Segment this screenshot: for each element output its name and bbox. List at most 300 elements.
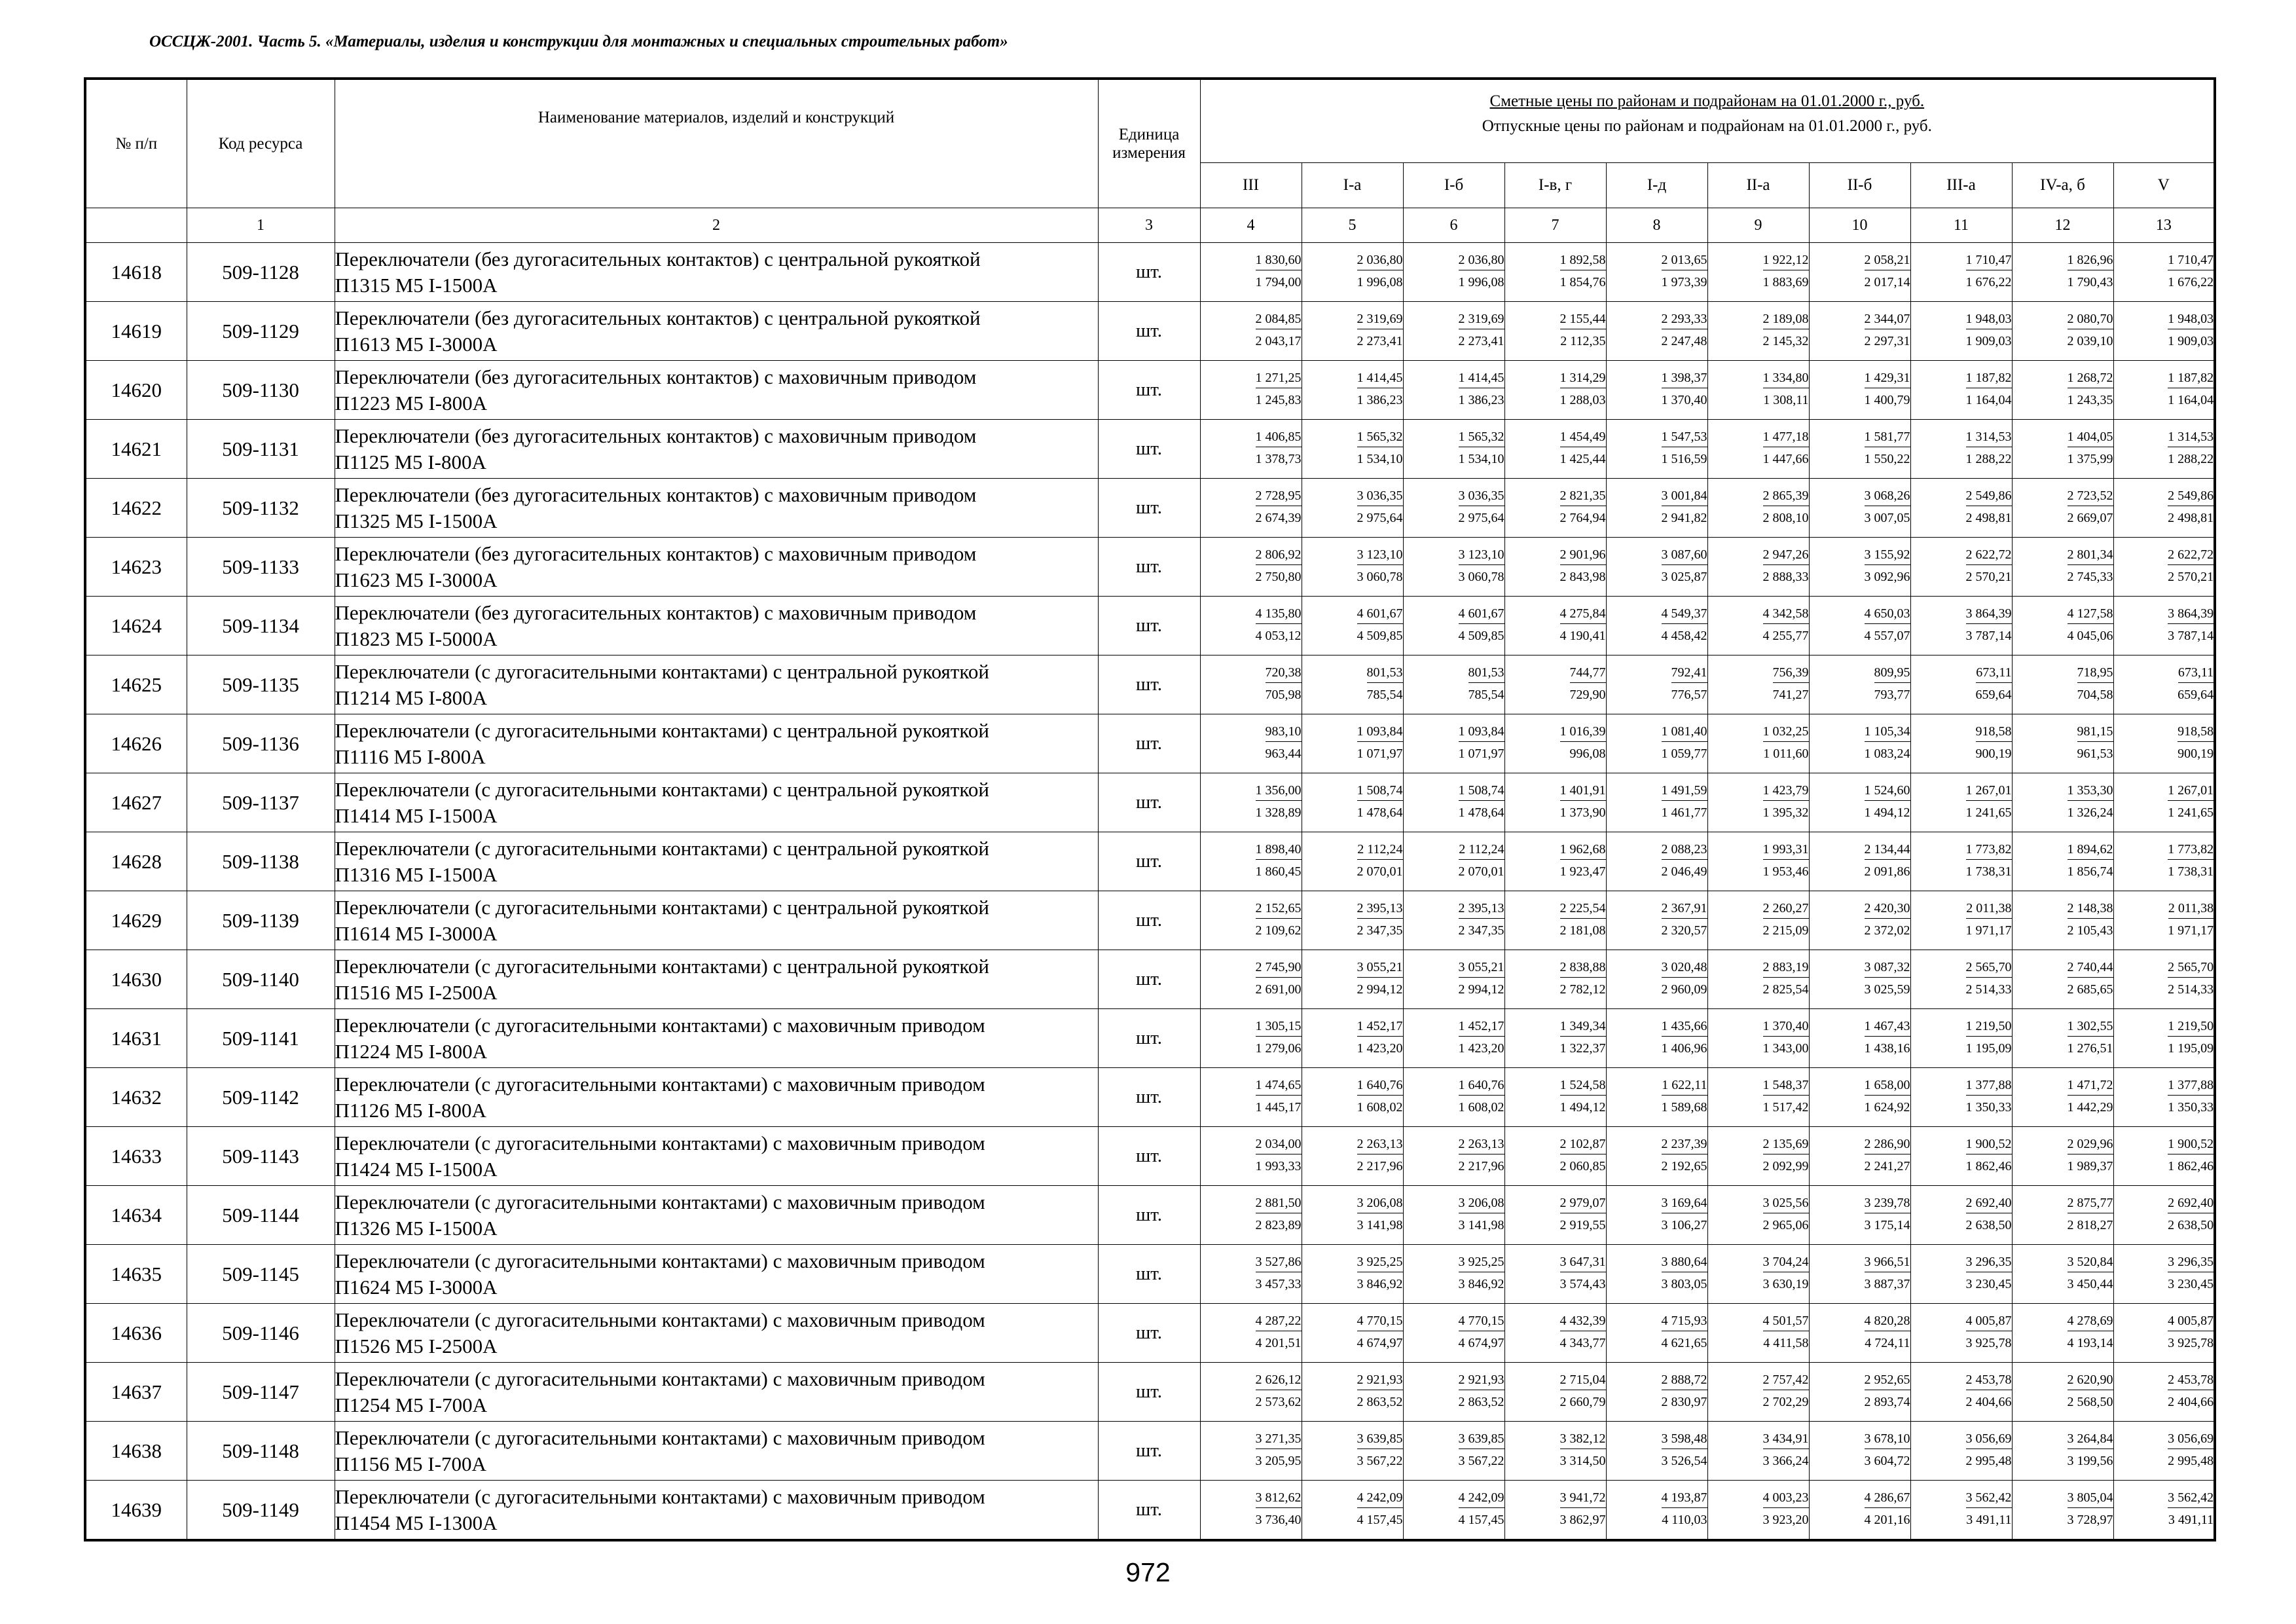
release-price: 2 941,82 — [1661, 511, 1707, 525]
price-cell — [1606, 1127, 1707, 1186]
column-number: 2 — [335, 208, 1098, 243]
material-name-line1: Переключатели (с дугогасительными контактами) с центральной рукояткой — [335, 836, 989, 860]
estimate-price: 1 773,82 — [2168, 840, 2214, 860]
price-cell — [1200, 1481, 1302, 1541]
price-cell — [1403, 597, 1504, 655]
release-price: 1 862,46 — [2168, 1159, 2214, 1173]
release-price: 1 862,46 — [1965, 1159, 2012, 1173]
row-number: 14628 — [85, 832, 187, 891]
estimate-price: 3 925,25 — [1357, 1252, 1403, 1272]
price-cell — [1707, 597, 1809, 655]
estimate-price: 3 562,42 — [2168, 1488, 2214, 1508]
release-price: 2 573,62 — [1255, 1395, 1302, 1409]
estimate-price: 2 979,07 — [1560, 1193, 1606, 1213]
material-name-line2: П1516 М5 I-2500А — [335, 980, 498, 1004]
price-cell — [1302, 891, 1403, 950]
price-cell — [1809, 1245, 1910, 1304]
estimate-price: 1 454,49 — [1560, 427, 1606, 447]
release-price: 1 447,66 — [1762, 452, 1809, 466]
release-price: 3 230,45 — [2168, 1277, 2214, 1291]
unit-of-measure: шт. — [1098, 1186, 1200, 1245]
estimate-price: 2 901,96 — [1560, 545, 1606, 565]
estimate-price: 1 268,72 — [2068, 368, 2113, 388]
estimate-price: 1 548,37 — [1763, 1075, 1809, 1096]
price-cell — [1707, 538, 1809, 597]
row-number: 14632 — [85, 1068, 187, 1127]
release-price: 2 750,80 — [1255, 570, 1302, 584]
release-price: 1 738,31 — [2168, 864, 2214, 879]
price-cell — [1504, 538, 1606, 597]
material-name-line2: П1116 М5 I-800А — [335, 745, 486, 768]
price-cell — [1707, 420, 1809, 479]
estimate-price: 3 056,69 — [1966, 1429, 2012, 1449]
release-price: 2 320,57 — [1661, 923, 1707, 938]
price-cell — [1302, 243, 1403, 302]
material-name-line2: П1823 М5 I-5000А — [335, 627, 498, 650]
release-price: 900,19 — [1975, 747, 2012, 761]
release-price: 1 989,37 — [2067, 1159, 2113, 1173]
price-cell — [2113, 243, 2215, 302]
price-cell — [1910, 773, 2012, 832]
estimate-price: 2 620,90 — [2068, 1370, 2113, 1390]
unit-of-measure: шт. — [1098, 655, 1200, 714]
price-cell — [1809, 1304, 1910, 1363]
resource-code: 509-1135 — [187, 655, 335, 714]
price-cell — [1910, 1009, 2012, 1068]
price-cell — [1302, 361, 1403, 420]
estimate-price: 1 471,72 — [2068, 1075, 2113, 1096]
unit-of-measure: шт. — [1098, 420, 1200, 479]
price-cell — [1403, 1068, 1504, 1127]
estimate-price: 2 084,85 — [1256, 309, 1302, 329]
estimate-price: 1 710,47 — [1966, 250, 2012, 270]
estimate-price: 4 135,80 — [1256, 604, 1302, 624]
price-cell — [1200, 891, 1302, 950]
release-price: 2 181,08 — [1559, 923, 1606, 938]
price-cell — [2012, 1304, 2113, 1363]
estimate-price: 1 773,82 — [1966, 840, 2012, 860]
price-cell — [1504, 950, 1606, 1009]
estimate-price: 1 377,88 — [2168, 1075, 2214, 1096]
price-cell — [1707, 1009, 1809, 1068]
release-price: 1 395,32 — [1762, 805, 1809, 820]
price-cell — [2012, 302, 2113, 361]
price-cell — [1809, 655, 1910, 714]
release-price: 3 736,40 — [1255, 1513, 1302, 1527]
estimate-price: 1 271,25 — [1256, 368, 1302, 388]
release-price: 1 445,17 — [1255, 1100, 1302, 1115]
price-cell — [1606, 832, 1707, 891]
estimate-price: 1 081,40 — [1662, 722, 1707, 742]
estimate-price: 1 314,53 — [1966, 427, 2012, 447]
price-cell — [2012, 773, 2113, 832]
price-table — [84, 77, 2216, 1541]
row-number: 14621 — [85, 420, 187, 479]
region-header: IV-а, б — [2012, 163, 2113, 208]
release-price: 1 322,37 — [1559, 1041, 1606, 1056]
estimate-price: 1 414,45 — [1357, 368, 1403, 388]
estimate-price: 2 549,86 — [2168, 486, 2214, 506]
estimate-price: 3 880,64 — [1662, 1252, 1707, 1272]
release-price: 1 378,73 — [1255, 452, 1302, 466]
price-cell — [1606, 1068, 1707, 1127]
material-name-line1: Переключатели (с дугогасительными контактами) с маховичным приводом — [335, 1367, 985, 1390]
page-number: 972 — [1125, 1557, 1171, 1587]
release-price: 2 669,07 — [2067, 511, 2113, 525]
estimate-price: 1 398,37 — [1662, 368, 1707, 388]
estimate-price: 2 875,77 — [2068, 1193, 2113, 1213]
column-number: 5 — [1302, 208, 1403, 243]
estimate-price: 4 770,15 — [1459, 1311, 1504, 1331]
row-number: 14638 — [85, 1422, 187, 1481]
material-name-line1: Переключатели (с дугогасительными контактами) с маховичным приводом — [335, 1072, 985, 1096]
release-price: 659,64 — [1975, 688, 2012, 702]
release-price: 4 621,65 — [1661, 1336, 1707, 1350]
price-cell — [1606, 1422, 1707, 1481]
release-price: 729,90 — [1569, 688, 1606, 702]
price-cell — [1910, 1068, 2012, 1127]
price-cell — [1809, 420, 1910, 479]
release-price: 3 457,33 — [1255, 1277, 1302, 1291]
material-name — [335, 950, 1098, 1009]
estimate-price: 2 102,87 — [1560, 1134, 1606, 1154]
estimate-price: 1 826,96 — [2068, 250, 2113, 270]
price-cell — [1707, 655, 1809, 714]
price-cell — [1606, 479, 1707, 538]
estimate-price: 2 395,13 — [1459, 898, 1504, 919]
price-cell — [2012, 597, 2113, 655]
release-price: 2 092,99 — [1762, 1159, 1809, 1173]
estimate-price: 2 453,78 — [1966, 1370, 2012, 1390]
estimate-price: 1 640,76 — [1357, 1075, 1403, 1096]
price-cell — [1302, 1245, 1403, 1304]
region-header: I-д — [1606, 163, 1707, 208]
column-number: 7 — [1504, 208, 1606, 243]
table-row — [85, 773, 2215, 832]
estimate-price: 4 549,37 — [1662, 604, 1707, 624]
region-header: II-б — [1809, 163, 1910, 208]
estimate-price: 1 993,31 — [1763, 840, 1809, 860]
material-name — [335, 302, 1098, 361]
estimate-price: 3 966,51 — [1865, 1252, 1910, 1272]
estimate-price: 3 123,10 — [1459, 545, 1504, 565]
price-cell — [1504, 243, 1606, 302]
price-cell — [1606, 714, 1707, 773]
price-cell — [1403, 1422, 1504, 1481]
price-cell — [1504, 1009, 1606, 1068]
release-price: 1 326,24 — [2067, 805, 2113, 820]
price-cell — [1504, 361, 1606, 420]
table-row — [85, 1304, 2215, 1363]
price-cell — [1403, 773, 1504, 832]
estimate-price: 3 805,04 — [2068, 1488, 2113, 1508]
release-price: 2 570,21 — [1965, 570, 2012, 584]
region-header: III-а — [1910, 163, 2012, 208]
release-price: 2 685,65 — [2067, 982, 2113, 997]
estimate-price: 4 432,39 — [1560, 1311, 1606, 1331]
material-name-line1: Переключатели (с дугогасительными контактами) с центральной рукояткой — [335, 777, 989, 801]
release-price: 2 808,10 — [1762, 511, 1809, 525]
price-cell — [1809, 361, 1910, 420]
price-cell — [1504, 1245, 1606, 1304]
price-cell — [1707, 832, 1809, 891]
release-price: 4 557,07 — [1864, 629, 1910, 643]
release-price: 3 450,44 — [2067, 1277, 2113, 1291]
price-cell — [2113, 891, 2215, 950]
release-price: 704,58 — [2077, 688, 2113, 702]
price-cell — [1809, 773, 1910, 832]
price-cell — [1910, 1422, 2012, 1481]
material-name-line1: Переключатели (без дугогасительных контактов) с маховичным приводом — [335, 542, 977, 565]
estimate-price: 2 011,38 — [2168, 898, 2214, 919]
release-price: 2 247,48 — [1661, 334, 1707, 348]
release-price: 2 919,55 — [1559, 1218, 1606, 1232]
release-price: 1 011,60 — [1763, 747, 1809, 761]
estimate-price: 2 112,24 — [1459, 840, 1504, 860]
release-price: 3 803,05 — [1661, 1277, 1707, 1291]
unit-of-measure: шт. — [1098, 950, 1200, 1009]
price-cell — [2012, 1481, 2113, 1541]
price-cell — [1809, 538, 1910, 597]
release-price: 2 863,52 — [1357, 1395, 1403, 1409]
price-cell — [1200, 1363, 1302, 1422]
release-price: 2 105,43 — [2067, 923, 2113, 938]
price-cell — [2113, 1009, 2215, 1068]
release-price: 2 404,66 — [1965, 1395, 2012, 1409]
release-price: 1 676,22 — [1965, 275, 2012, 289]
estimate-price: 3 941,72 — [1560, 1488, 1606, 1508]
release-price: 3 574,43 — [1559, 1277, 1606, 1291]
price-cell — [2113, 773, 2215, 832]
estimate-price: 1 508,74 — [1357, 781, 1403, 801]
region-header: III — [1200, 163, 1302, 208]
price-cell — [2012, 891, 2113, 950]
release-price: 1 442,29 — [2067, 1100, 2113, 1115]
price-cell — [1200, 1127, 1302, 1186]
release-price: 793,77 — [1874, 688, 1910, 702]
release-price: 1 241,65 — [2168, 805, 2214, 820]
price-cell — [1302, 714, 1403, 773]
price-cell — [1504, 1422, 1606, 1481]
material-name-line1: Переключатели (без дугогасительных контактов) с центральной рукояткой — [335, 247, 981, 270]
price-cell — [1403, 1186, 1504, 1245]
release-price: 2 192,65 — [1661, 1159, 1707, 1173]
release-price: 3 106,27 — [1661, 1218, 1707, 1232]
release-price: 3 230,45 — [1965, 1277, 2012, 1291]
unit-of-measure: шт. — [1098, 832, 1200, 891]
price-cell — [1707, 302, 1809, 361]
table-row — [85, 361, 2215, 420]
table-row — [85, 891, 2215, 950]
price-cell — [2012, 1127, 2113, 1186]
estimate-price: 1 524,58 — [1560, 1075, 1606, 1096]
price-cell — [2113, 1363, 2215, 1422]
release-price: 3 787,14 — [1965, 629, 2012, 643]
material-name-line1: Переключатели (с дугогасительными контактами) с центральной рукояткой — [335, 718, 989, 742]
price-cell — [1606, 538, 1707, 597]
price-cell — [1200, 597, 1302, 655]
table-row — [85, 1127, 2215, 1186]
estimate-price: 1 658,00 — [1865, 1075, 1910, 1096]
estimate-price: 1 948,03 — [2168, 309, 2214, 329]
material-name-line1: Переключатели (с дугогасительными контактами) с центральной рукояткой — [335, 659, 989, 683]
estimate-price: 918,58 — [1976, 722, 2012, 742]
price-cell — [1302, 1186, 1403, 1245]
price-cell — [2012, 1009, 2113, 1068]
price-cell — [1707, 1186, 1809, 1245]
estimate-price: 1 830,60 — [1256, 250, 1302, 270]
release-price: 3 199,56 — [2067, 1454, 2113, 1468]
estimate-price: 3 434,91 — [1763, 1429, 1809, 1449]
resource-code: 509-1131 — [187, 420, 335, 479]
release-price: 3 567,22 — [1357, 1454, 1403, 1468]
price-cell — [1200, 1186, 1302, 1245]
price-cell — [2113, 538, 2215, 597]
release-price: 2 843,98 — [1559, 570, 1606, 584]
release-price: 1 494,12 — [1559, 1100, 1606, 1115]
estimate-price: 3 271,35 — [1256, 1429, 1302, 1449]
estimate-price: 2 622,72 — [1966, 545, 2012, 565]
price-cell — [1302, 1127, 1403, 1186]
price-cell — [1200, 538, 1302, 597]
col-header-name: Наименование материалов, изделий и конструкций — [335, 79, 1098, 208]
estimate-price: 3 001,84 — [1662, 486, 1707, 506]
material-name-line2: П1414 М5 I-1500А — [335, 803, 498, 827]
price-cell — [1707, 773, 1809, 832]
estimate-price: 1 898,40 — [1256, 840, 1302, 860]
price-cell — [1910, 420, 2012, 479]
estimate-price: 1 219,50 — [2168, 1016, 2214, 1037]
price-cell — [1403, 302, 1504, 361]
price-cell — [1302, 773, 1403, 832]
release-price: 1 241,65 — [1965, 805, 2012, 820]
estimate-price: 2 237,39 — [1662, 1134, 1707, 1154]
release-price: 1 195,09 — [1965, 1041, 2012, 1056]
price-cell — [1606, 773, 1707, 832]
estimate-price: 1 302,55 — [2068, 1016, 2113, 1037]
price-cell — [1504, 714, 1606, 773]
release-price: 1 860,45 — [1255, 864, 1302, 879]
release-price: 2 638,50 — [2168, 1218, 2214, 1232]
unit-of-measure: шт. — [1098, 1245, 1200, 1304]
price-cell — [1809, 714, 1910, 773]
material-name-line2: П1325 М5 I-1500А — [335, 509, 498, 532]
estimate-price: 2 029,96 — [2068, 1134, 2113, 1154]
estimate-price: 1 093,84 — [1357, 722, 1403, 742]
estimate-price: 1 622,11 — [1662, 1075, 1707, 1096]
estimate-price: 2 806,92 — [1256, 545, 1302, 565]
estimate-price: 1 093,84 — [1459, 722, 1504, 742]
release-price: 1 923,47 — [1559, 864, 1606, 879]
estimate-price: 673,11 — [2178, 663, 2214, 683]
estimate-price: 2 622,72 — [2168, 545, 2214, 565]
release-price: 2 960,09 — [1661, 982, 1707, 997]
material-name-line2: П1623 М5 I-3000А — [335, 568, 498, 591]
release-price: 2 112,35 — [1560, 334, 1606, 348]
estimate-price: 3 036,35 — [1357, 486, 1403, 506]
price-cell — [1403, 891, 1504, 950]
estimate-price: 3 296,35 — [2168, 1252, 2214, 1272]
price-cell — [1200, 1422, 1302, 1481]
price-cell — [2113, 302, 2215, 361]
price-cell — [1302, 950, 1403, 1009]
release-price: 1 516,59 — [1661, 452, 1707, 466]
release-price: 3 060,78 — [1357, 570, 1403, 584]
estimate-price: 1 491,59 — [1662, 781, 1707, 801]
price-cell — [1910, 832, 2012, 891]
row-number: 14619 — [85, 302, 187, 361]
estimate-price: 2 947,26 — [1763, 545, 1809, 565]
estimate-price: 4 278,69 — [2068, 1311, 2113, 1331]
material-name-line2: П1326 М5 I-1500А — [335, 1216, 498, 1240]
estimate-price: 2 013,65 — [1662, 250, 1707, 270]
estimate-price: 2 453,78 — [2168, 1370, 2214, 1390]
estimate-price: 3 598,48 — [1662, 1429, 1707, 1449]
estimate-price: 3 123,10 — [1357, 545, 1403, 565]
estimate-price: 918,58 — [2178, 722, 2214, 742]
price-cell — [1403, 538, 1504, 597]
estimate-price: 744,77 — [1570, 663, 1606, 683]
material-name-line2: П1214 М5 I-800А — [335, 686, 487, 709]
unit-of-measure: шт. — [1098, 1304, 1200, 1363]
release-price: 1 624,92 — [1864, 1100, 1910, 1115]
table-row — [85, 1186, 2215, 1245]
column-number: 9 — [1707, 208, 1809, 243]
release-price: 1 550,22 — [1864, 452, 1910, 466]
release-price: 1 953,46 — [1762, 864, 1809, 879]
price-cell — [1200, 714, 1302, 773]
column-number: 4 — [1200, 208, 1302, 243]
price-cell — [2113, 479, 2215, 538]
release-price: 1 534,10 — [1458, 452, 1504, 466]
table-row — [85, 1009, 2215, 1068]
estimate-price: 1 894,62 — [2068, 840, 2113, 860]
estimate-price: 2 112,24 — [1357, 840, 1402, 860]
price-cell — [1809, 891, 1910, 950]
estimate-price: 1 016,39 — [1560, 722, 1606, 742]
estimate-price: 2 420,30 — [1865, 898, 1910, 919]
price-cell — [1200, 361, 1302, 420]
release-price: 1 608,02 — [1458, 1100, 1504, 1115]
estimate-price: 2 921,93 — [1459, 1370, 1504, 1390]
price-cell — [1707, 714, 1809, 773]
price-cell — [1403, 950, 1504, 1009]
unit-of-measure: шт. — [1098, 1009, 1200, 1068]
estimate-price: 1 032,25 — [1763, 722, 1809, 742]
estimate-price: 1 406,85 — [1256, 427, 1302, 447]
material-name-line1: Переключатели (с дугогасительными контактами) с центральной рукояткой — [335, 954, 989, 978]
price-cell — [1302, 1009, 1403, 1068]
estimate-price: 809,95 — [1874, 663, 1910, 683]
release-price: 2 745,33 — [2067, 570, 2113, 584]
release-price: 3 205,95 — [1255, 1454, 1302, 1468]
row-number: 14630 — [85, 950, 187, 1009]
material-name — [335, 891, 1098, 950]
estimate-price: 2 134,44 — [1865, 840, 1910, 860]
material-name-line1: Переключатели (без дугогасительных контактов) с центральной рукояткой — [335, 306, 981, 329]
release-price: 1 589,68 — [1661, 1100, 1707, 1115]
estimate-price: 4 127,58 — [2068, 604, 2113, 624]
resource-code: 509-1148 — [187, 1422, 335, 1481]
table-row — [85, 597, 2215, 655]
price-cell — [2012, 714, 2113, 773]
price-cell — [2113, 950, 2215, 1009]
estimate-price: 4 193,87 — [1662, 1488, 1707, 1508]
price-cell — [1403, 1127, 1504, 1186]
release-price: 1 245,83 — [1255, 393, 1302, 407]
release-price: 2 994,12 — [1357, 982, 1403, 997]
resource-code: 509-1140 — [187, 950, 335, 1009]
